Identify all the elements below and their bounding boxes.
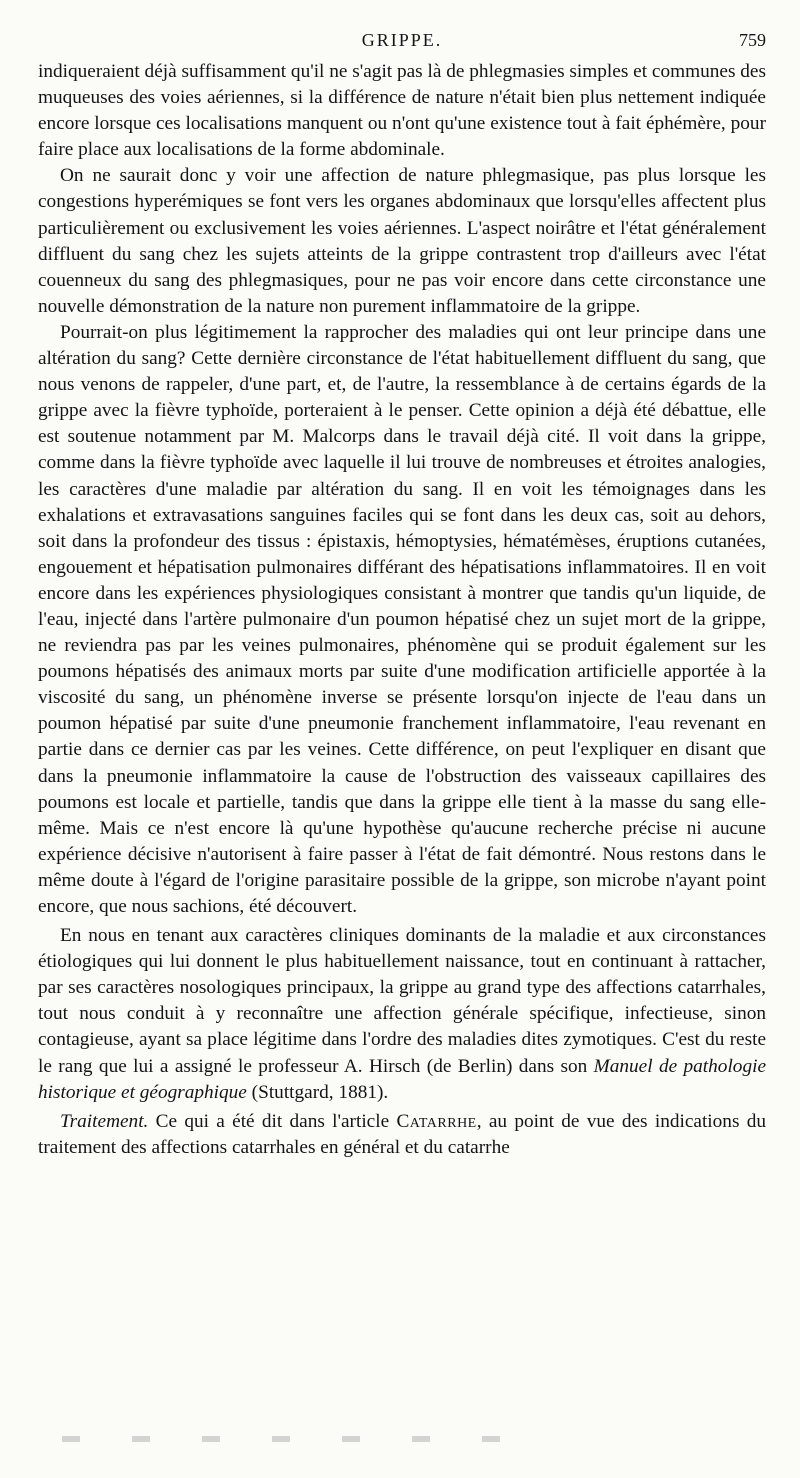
footer-print-marks <box>62 1436 542 1442</box>
paragraph-text: , au point de vue des indications du traitement des affections catarrhales en général et du catarrhe <box>38 1110 767 1158</box>
running-header <box>38 30 766 54</box>
paragraph-traitement <box>38 1109 766 1161</box>
paragraph-continuation: indiqueraient déjà suffisamment qu'il ne s'agit pas là de phlegmasies simples et communes des muqueuses des voies aériennes, si la différence de nature n'était bien plus nettement indiquée encore lorsque ces localisations manquent ou n'ont qu'une existence tout à fait éphémère, pour faire place aux localisations de la forme abdominale. <box>38 61 766 161</box>
paragraph-text: Ce qui a été dit dans l'article <box>148 1110 397 1132</box>
paragraph-text: (Stuttgard, 1881). <box>246 1081 389 1103</box>
text-body <box>38 59 766 1161</box>
paragraph-text: En nous en tenant aux caractères cliniques dominants de la maladie et aux circonstances étiologiques qui lui donnent le plus habituellement naissance, tout en continuant à rattacher, par ses caractères nosologiques principaux, la grippe au grand type des affections catarrhales, tout nous conduit à y reconnaître une affection générale spécifique, infectieuse, sinon contagieuse, ayant sa place légitime dans l'ordre des maladies dites zymotiques. C'est du reste le rang que lui a assigné le professeur A. Hirsch (de Berlin) dans son <box>38 925 766 1077</box>
paragraph-phlegmasique: On ne saurait donc y voir une affection de nature phlegmasique, pas plus lorsque les congestions hyperémiques se font vers les organes abdominaux que lorsqu'elles affectent plus particulièrement ou exclusivement les voies aériennes. L'aspect noirâtre et l'état généralement diffluent du sang chez les sujets atteints de la grippe contrastent trop d'ailleurs avec l'état couenneux du sang des phlegmasiques, pour ne pas voir encore dans cette circonstance une nouvelle démonstration de la nature non purement inflammatoire de la grippe. <box>38 165 766 317</box>
paragraph-affection-zymotique <box>38 923 766 1106</box>
page-number: 759 <box>739 30 766 50</box>
article-cross-reference: Catarrhe <box>396 1110 477 1132</box>
paragraph-alteration-sang: Pourrait-on plus légitimement la rapprocher des maladies qui ont leur principe dans une altération du sang? Cette dernière circonstance de l'état habituellement diffluent du sang, que nous venons de rappeler, d'une part, et, de l'autre, la ressemblance à de certains égards de la grippe avec la fièvre typhoïde, porteraient à le penser. Cette opinion a déjà été débattue, elle est soutenue notamment par M. Malcorps dans le travail déjà cité. Il voit dans la grippe, comme dans la fièvre typhoïde avec laquelle il lui trouve de nombreuses et étroites analogies, les caractères d'une maladie par altération du sang. Il en voit les témoignages dans les exhalations et extravasations sanguines faciles qui se font dans les deux cas, soit au dehors, soit dans la profondeur des tissus : épistaxis, hémoptysies, hématémèses, éruptions cutanées, engouement et hépatisation pulmonaires différant des hépatisations inflammatoires. Il en voit encore dans les expériences physiologiques consistant à montrer que tandis qu'un liquide, de l'eau, injecté dans l'artère pulmonaire d'un poumon hépatisé chez un sujet mort de la grippe, ne reviendra pas par les veines pulmonaires, phénomène qui se produit également sur les poumons hépatisés des animaux morts par suite d'une modification artificielle apportée à la viscosité du sang, un phénomène inverse se présente lorsqu'on injecte de l'eau dans un poumon hépatisé par suite d'une pneumonie franchement inflammatoire, l'eau revenant en partie dans ce dernier cas par les veines. Cette différence, on peut l'expliquer en disant que dans la pneumonie inflammatoire la cause de l'obstruction des vaisseaux capillaires des poumons est locale et partielle, tandis que dans la grippe elle tient à la masse du sang elle-même. Mais ce n'est encore là qu'une hypothèse qu'aucune recherche précise ni aucune expérience décisive n'autorisent à faire passer à l'état de fait démontré. Nous restons dans le même doute à l'égard de l'origine parasitaire possible de la grippe, son microbe n'ayant point encore, que nous sachions, été découvert. <box>38 321 766 917</box>
section-heading-traitement: Traitement. <box>60 1110 149 1132</box>
running-title: GRIPPE. <box>361 30 443 50</box>
book-title-reference: Manuel de pathologie historique et géographique <box>38 1055 766 1103</box>
